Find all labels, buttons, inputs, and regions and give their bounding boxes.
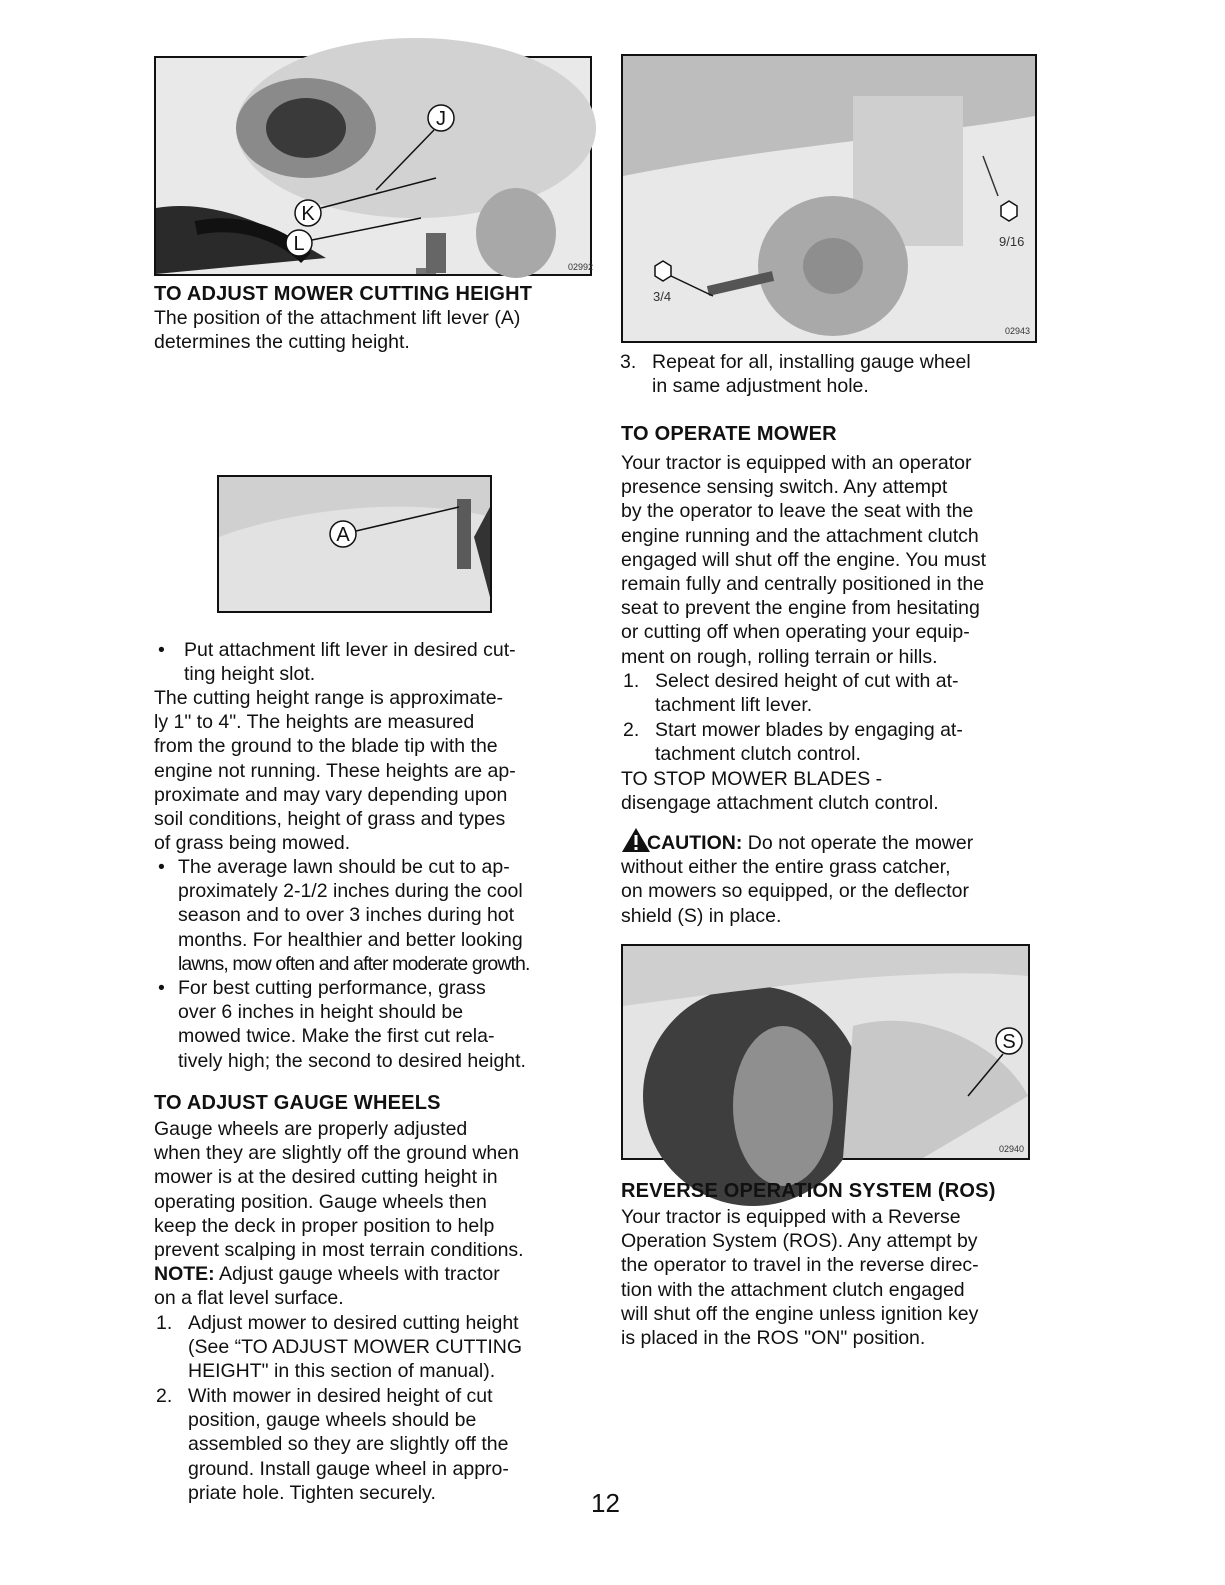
lift-lever-illustration	[219, 477, 490, 611]
operate-step-2: 2. Start mower blades by engaging at- tachment clutch control.	[623, 719, 963, 766]
figure-lift-lever	[217, 475, 492, 613]
operate-paragraph: Your tractor is equipped with an operator presence sensing switch. Any attempt by the operator to leave the seat with the engine running and the attachment clutch engaged will shut off the engine. You must remain fully and centrally positioned in the seat to prevent the engine from hesitating or cutting off when operating your equip- ment on rough, rolling terrain or hills.	[621, 452, 986, 668]
figure-code: 02992	[568, 262, 594, 272]
size-label-3-4: 3/4	[653, 289, 672, 304]
page-number: 12	[591, 1488, 620, 1518]
stop-mower-blades: TO STOP MOWER BLADES - disengage attachment clutch control.	[621, 768, 939, 815]
heading-operate-mower: TO OPERATE MOWER	[621, 423, 837, 445]
bullet-lift-lever: • Put attachment lift lever in desired cut- ting height slot.	[158, 639, 516, 686]
deck-lever-illustration	[156, 58, 594, 274]
bullet-average-lawn: • The average lawn should be cut to ap- proximately 2-1/2 inches during the cool season and to over 3 inches during hot months. For healthier and better looking lawns, mow often and after moderate growth.	[158, 856, 530, 975]
operate-step-1: 1. Select desired height of cut with at- tachment lift lever.	[623, 670, 959, 717]
callout-a: A	[336, 524, 350, 546]
size-label-9-16: 9/16	[999, 234, 1025, 249]
gauge-step-3: 3. Repeat for all, installing gauge wheel in same adjustment hole.	[620, 351, 971, 398]
gauge-paragraph: Gauge wheels are properly adjusted when they are slightly off the ground when mower is at the desired cutting height in operating position. Gauge wheels then keep the deck in proper position to help prevent scalping in most terrain conditions. NOTE: Adjust gauge wheels with tractor on a flat level surface.	[154, 1118, 524, 1310]
gauge-step-1: 1. Adjust mower to desired cutting height (See “TO ADJUST MOWER CUTTING HEIGHT" in this section of manual).	[156, 1312, 523, 1383]
figure-gauge-wheel	[621, 54, 1037, 343]
callout-j: J	[436, 108, 446, 130]
figure-code: 02943	[1005, 326, 1031, 336]
cutting-range-paragraph: The cutting height range is approximate- ly 1" to 4". The heights are measured from the ground to the blade tip with the engine not running. These heights are ap- proximate and may vary depending upon soil conditions, height of grass and types of grass being mowed.	[154, 687, 516, 855]
ros-paragraph: Your tractor is equipped with a Reverse Operation System (ROS). Any attempt by the operator to travel in the reverse direc- tion with the attachment clutch engaged will shut off the engine unless ignition key is placed in the ROS "ON" position.	[621, 1206, 979, 1350]
callout-k: K	[301, 203, 315, 225]
deflector-shield-illustration	[623, 946, 1028, 1158]
figure-deflector-shield	[621, 944, 1030, 1160]
figure-code: 02940	[999, 1144, 1025, 1154]
gauge-step-2: 2. With mower in desired height of cut position, gauge wheels should be assembled so they are slightly off the ground. Install gauge wheel in appro- priate hole. Tighten securely.	[156, 1385, 509, 1504]
callout-l-label: L	[293, 233, 305, 255]
callout-s: S	[1002, 1031, 1016, 1053]
bullet-best-cutting: • For best cutting performance, grass over 6 inches in height should be mowed twice. Make the first cut rela- tively high; the second to desired height.	[158, 977, 526, 1072]
note-label: NOTE:	[154, 1263, 215, 1286]
heading-adjust-gauge-wheels: TO ADJUST GAUGE WHEELS	[154, 1092, 441, 1114]
heading-adjust-cutting-height: TO ADJUST MOWER CUTTING HEIGHT	[154, 283, 533, 305]
caution-block: CAUTION: Do not operate the mower without either the entire grass catcher, on mowers so equipped, or the deflector shield (S) in place.	[621, 827, 973, 928]
intro-paragraph: The position of the attachment lift lever (A) determines the cutting height.	[154, 307, 521, 354]
heading-reverse-operation-system: REVERSE OPERATION SYSTEM (ROS)	[621, 1180, 996, 1202]
caution-label: CAUTION:	[647, 832, 743, 854]
figure-deck-lever	[154, 56, 592, 276]
gauge-wheel-illustration	[623, 56, 1035, 341]
